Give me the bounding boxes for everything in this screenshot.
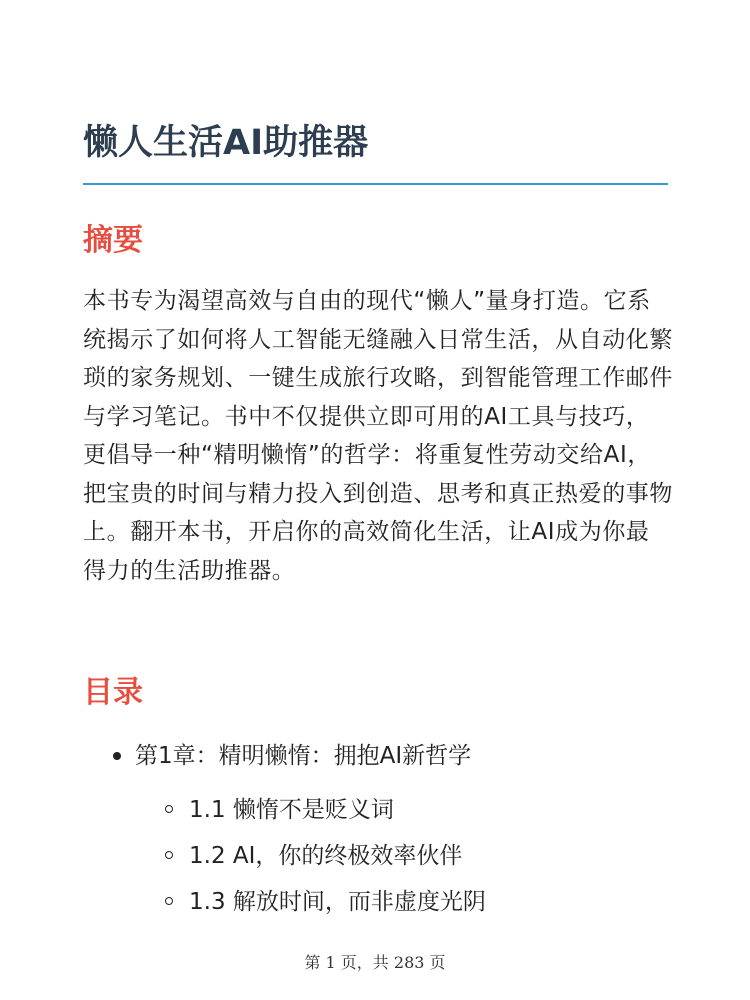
toc-heading: 目录 [83, 675, 143, 710]
section-title: 1.2 AI，你的终极效率伙伴 [189, 843, 463, 869]
title-divider [83, 183, 668, 185]
table-of-contents [83, 733, 673, 925]
toc-section-1-1 [135, 787, 673, 833]
bullet-dot-icon [113, 752, 121, 760]
book-title: 懒人生活AI助推器 [83, 123, 369, 163]
bullet-circle-icon [165, 851, 173, 859]
toc-section-1-3 [135, 879, 673, 925]
abstract-heading: 摘要 [83, 223, 143, 258]
section-title: 1.3 解放时间，而非虚度光阴 [189, 889, 486, 915]
section-title: 1.1 懒惰不是贬义词 [189, 797, 394, 823]
bullet-circle-icon [165, 897, 173, 905]
abstract-paragraph: 本书专为渴望高效与自由的现代“懒人”量身打造。它系统揭示了如何将人工智能无缝融入日常生活，从自动化繁琐的家务规划、一键生成旅行攻略，到智能管理工作邮件与学习笔记。书中不仅提供立即可用的AI工具与技巧，更倡导一种“精明懒惰”的哲学：将重复性劳动交给AI，把宝贵的时间与精力投入到创造、思考和真正热爱的事物上。翻开本书，开启你的高效简化生活，让AI成为你最得力的生活助推器。 [83, 288, 673, 584]
toc-subsection-group [83, 787, 673, 925]
toc-subsection-list [83, 787, 673, 925]
toc-chapter-1 [83, 733, 673, 779]
bullet-circle-icon [165, 805, 173, 813]
chapter-title: 第1章：精明懒惰：拥抱AI新哲学 [135, 743, 472, 769]
page-number-footer: 第 1 页，共 283 页 [304, 953, 446, 972]
toc-section-1-2 [135, 833, 673, 879]
